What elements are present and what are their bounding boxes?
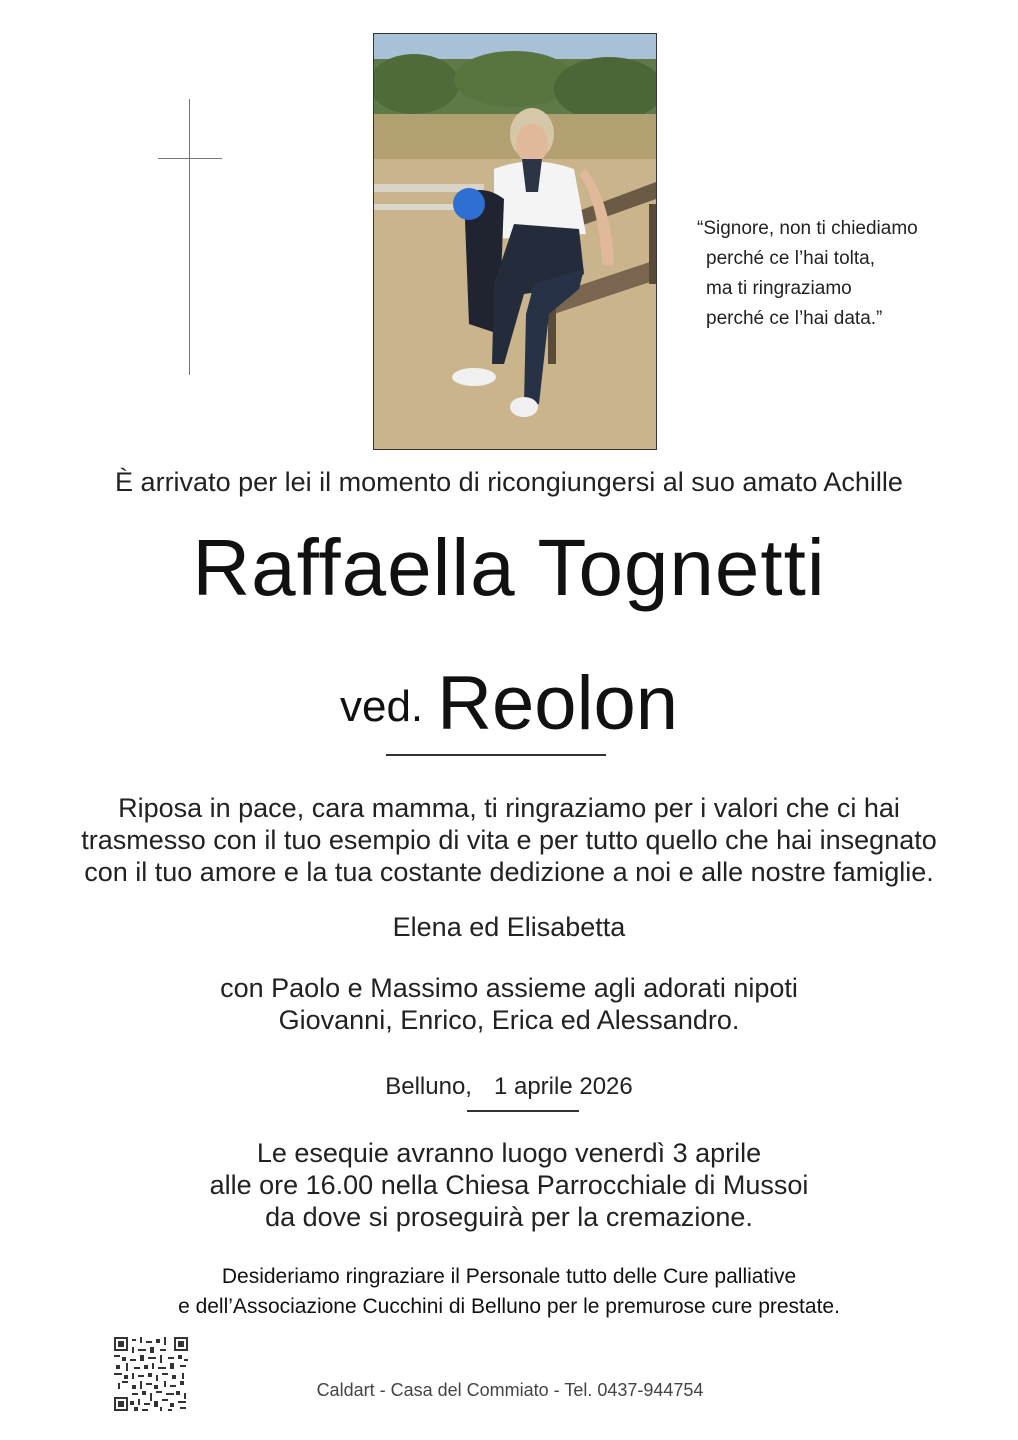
- widow-prefix: ved.: [339, 682, 424, 731]
- cross-vertical-bar: [189, 99, 190, 375]
- funeral-line: alle ore 16.00 nella Chiesa Parrocchiale di Mussoi: [209, 1170, 809, 1200]
- name-divider: [386, 754, 606, 756]
- funeral-info: [0, 1137, 1018, 1233]
- deceased-name: Raffaella Tognetti: [192, 523, 826, 612]
- portrait-photo: [373, 33, 657, 450]
- quote-line: ma ti ringraziamo: [706, 278, 852, 299]
- dateline-date: 1 aprile 2026: [493, 1073, 633, 1100]
- thanks-block: [0, 1262, 1018, 1322]
- dateline: [0, 1073, 1018, 1101]
- signers: Elena ed Elisabetta: [392, 912, 626, 942]
- footer-text: Caldart - Casa del Commiato - Tel. 0437-944754: [316, 1380, 704, 1400]
- date-divider: [467, 1110, 579, 1112]
- quote-line: “Signore, non ti chiediamo: [697, 218, 918, 239]
- dateline-place: Belluno,: [385, 1073, 472, 1100]
- message-line: trasmesso con il tuo esempio di vita e per tutto quello che hai insegnato: [81, 825, 937, 855]
- relatives-line: con Paolo e Massimo assieme agli adorati nipoti: [220, 973, 798, 1003]
- thanks-line: Desideriamo ringraziare il Personale tutto delle Cure palliative: [221, 1265, 797, 1288]
- intro-text: È arrivato per lei il momento di ricongiungersi al suo amato Achille: [115, 467, 903, 497]
- widow-surname: Reolon: [437, 661, 678, 746]
- cross-horizontal-bar: [158, 158, 222, 159]
- relatives-block: [0, 972, 1018, 1036]
- quote-line: perché ce l’hai data.”: [706, 308, 883, 329]
- funeral-line: da dove si proseguirà per la cremazione.: [265, 1202, 753, 1232]
- relatives-line: Giovanni, Enrico, Erica ed Alessandro.: [278, 1005, 740, 1035]
- footer-contact: [0, 1380, 1018, 1401]
- memorial-message: [0, 792, 1018, 888]
- widow-line: [0, 660, 1018, 747]
- message-line: Riposa in pace, cara mamma, ti ringraziamo per i valori che ci hai: [118, 793, 900, 823]
- quote-block: [697, 214, 997, 334]
- quote-line: perché ce l’hai tolta,: [706, 248, 875, 269]
- funeral-line: Le esequie avranno luogo venerdì 3 aprile: [256, 1138, 762, 1168]
- thanks-line: e dell’Associazione Cucchini di Belluno per le premurose cure prestate.: [178, 1295, 840, 1318]
- message-line: con il tuo amore e la tua costante dedizione a noi e alle nostre famiglie.: [84, 857, 934, 887]
